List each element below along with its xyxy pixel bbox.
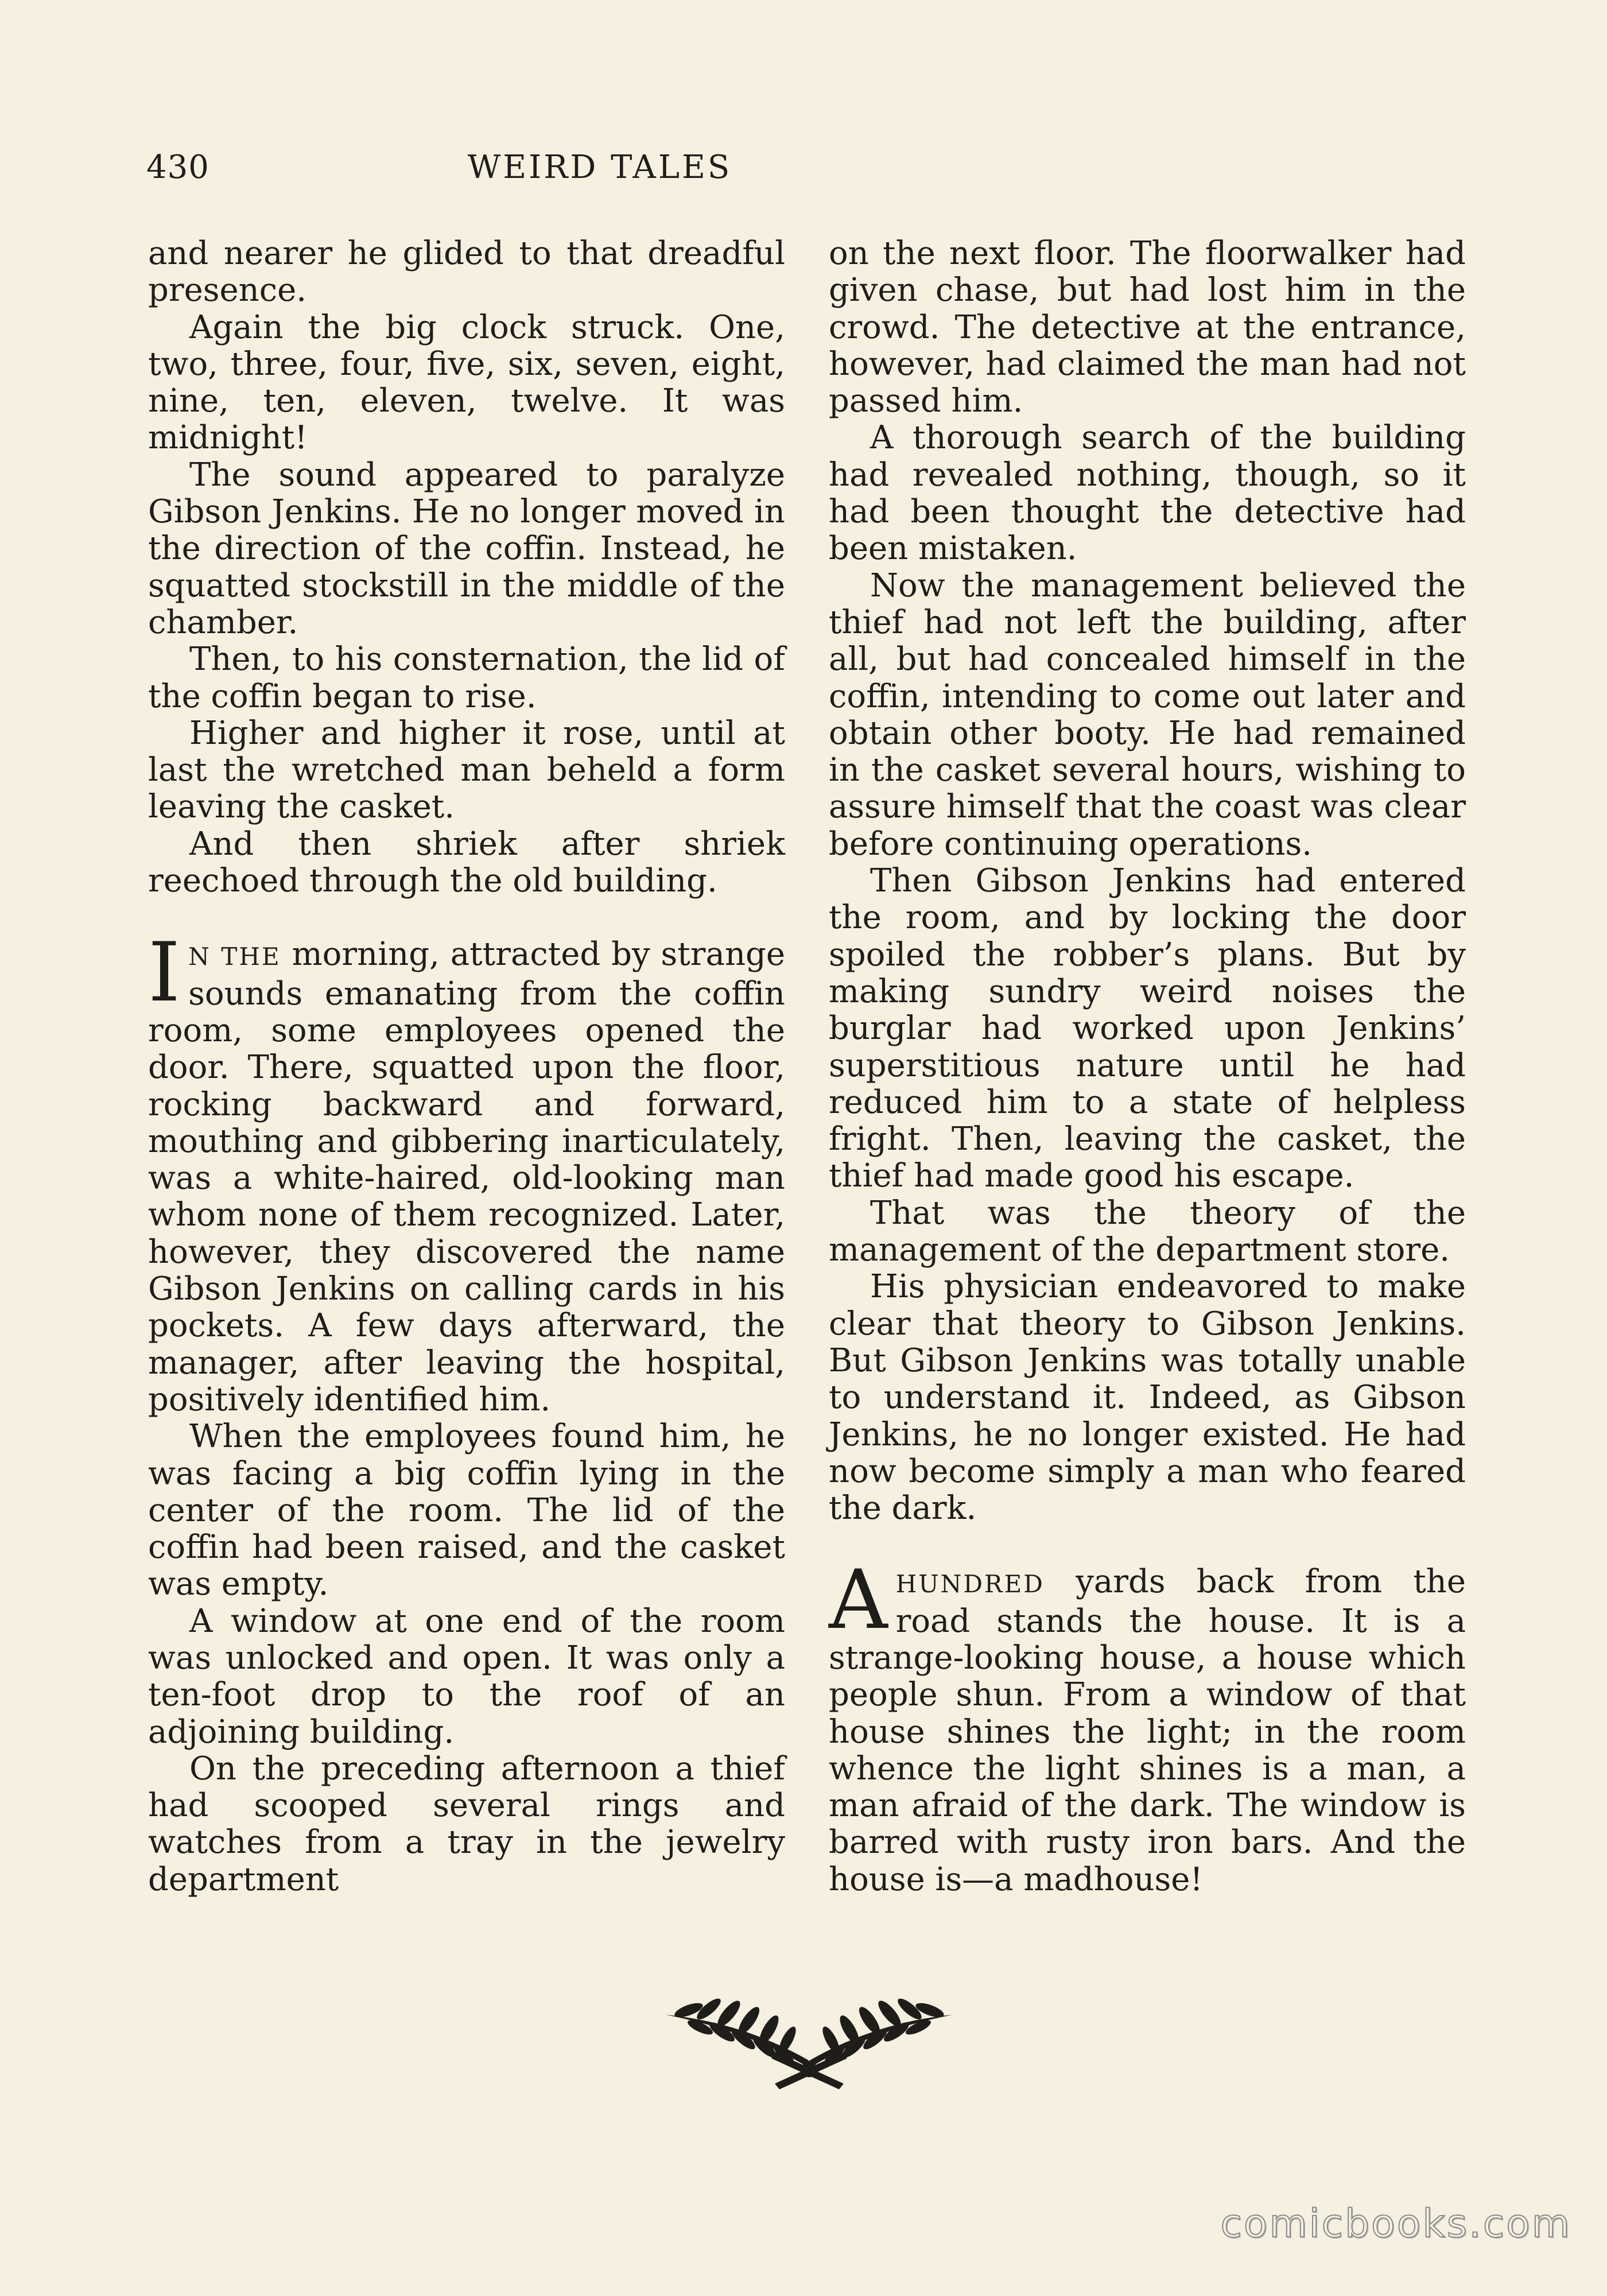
paragraph: Again the big clock struck. One, two, three, four, five, six, seven, eight, nine, ten, eleven, twelve. It was midnight! [148, 308, 785, 457]
page-number: 430 [146, 149, 209, 186]
section-opening-paragraph [148, 925, 786, 1418]
drop-cap: A [829, 1553, 888, 1648]
paragraph: and nearer he glided to that dreadful presence. [148, 235, 785, 309]
small-caps-lead: HUNDRED [895, 1570, 1045, 1599]
journal-title: WEIRD TALES [467, 149, 732, 186]
paragraph: Higher and higher it rose, until at last the wretched man beheld a form leaving the casket. [148, 714, 785, 826]
section-break [829, 1527, 1466, 1564]
paragraph: Now the management believed the thief had not left the building, after all, but had concealed himself in the coffin, intending to come out later and obtain other booty. He had remained in the casket several hours, wishing to assure himself that the coast was clear before continuing operations. [829, 567, 1466, 863]
paragraph: Then, to his consternation, the lid of the coffin began to rise. [148, 641, 785, 715]
paragraph: Then Gibson Jenkins had entered the room, and by locking the door spoiled the robber’s plans. But by making sundry weird noises the burglar had worked upon Jenkins’ superstitious nature until he had reduced him to a state of helpless fright. Then, leaving the casket, the thief had made good his escape. [829, 862, 1466, 1195]
running-head [146, 145, 961, 191]
paragraph-text: morning, attracted by strange sounds emanating from the coffin room, some employees opened the door. There, squatted upon the floor, rocking backward and forward, mouthing and gibbering inarticulately, was a white-haired, old-looking man whom none of them recognized. Later, however, they discovered the name Gibson Jenkins on calling cards in his pockets. A few days afterward, the manager, after leaving the hospital, positively identified him. [148, 936, 786, 1418]
small-caps-lead: N THE [188, 943, 281, 971]
paragraph: A window at one end of the room was unlocked and open. It was only a ten-foot drop to the roof of an adjoining building. [148, 1602, 785, 1751]
paragraph: That was the theory of the management of the department store. [829, 1194, 1466, 1269]
paragraph-text: yards back from the road stands the house. It is a strange-looking house, a house which people shun. From a window of that house shines the light; in the room whence the light shines is a man, a man afraid of the dark. The window is barred with rusty iron bars. And the house is—a madhouse! [829, 1563, 1466, 1898]
left-column [148, 235, 785, 1898]
paragraph: on the next floor. The floorwalker had given chase, but had lost him in the crowd. The detective at the entrance, however, had claimed the man had not passed him. [829, 235, 1466, 420]
paragraph: A thorough search of the building had revealed nothing, though, so it had been thought the detective had been mistaken. [829, 419, 1466, 568]
paragraph: His physician endeavored to make clear that theory to Gibson Jenkins. But Gibson Jenkins was totally unable to understand it. Indeed, as Gibson Jenkins, he no longer existed. He had now become simply a man who feared the dark. [829, 1268, 1466, 1527]
drop-cap: I [148, 925, 181, 1021]
right-column [829, 235, 1466, 1898]
laurel-branch-ornament-icon [654, 1975, 964, 2089]
section-opening-paragraph [829, 1553, 1466, 1898]
paragraph: On the preceding afternoon a thief had scooped several rings and watches from a tray in the jewelry department [148, 1750, 785, 1898]
paragraph: And then shriek after shriek reechoed through the old building. [148, 825, 785, 900]
paragraph: The sound appeared to paralyze Gibson Jenkins. He no longer moved in the direction of the coffin. Instead, he squatted stockstill in the middle of the chamber. [148, 456, 785, 641]
site-watermark: comicbooks.com [1220, 2201, 1571, 2247]
section-break [148, 899, 785, 936]
paragraph: When the employees found him, he was facing a big coffin lying in the center of the room. The lid of the coffin had been raised, and the casket was empty. [148, 1418, 785, 1603]
